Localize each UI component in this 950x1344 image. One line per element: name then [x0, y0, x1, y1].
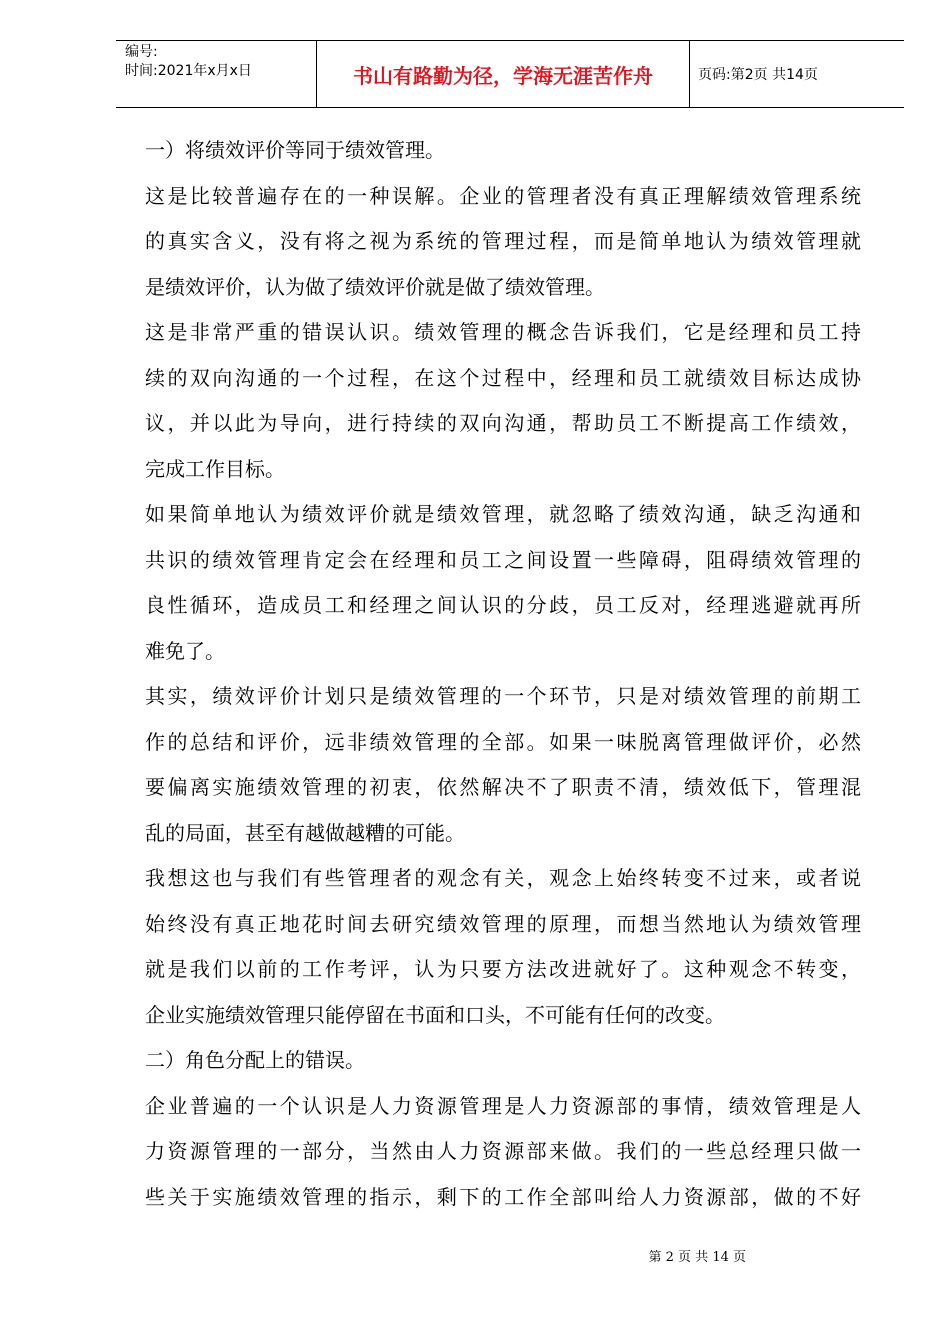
text-line: 是绩效评价，认为做了绩效评价就是做了绩效管理。 — [145, 274, 605, 299]
text-line: 企业普遍的一个认识是人力资源管理是人力资源部的事情，绩效管理是人 — [145, 1093, 861, 1118]
text-line: 力资源管理的一部分，当然由人力资源部来做。我们的一些总经理只做一 — [145, 1139, 861, 1163]
text-line: 一）将绩效评价等同于绩效管理。 — [145, 138, 445, 162]
text-line: 这是比较普遍存在的一种误解。企业的管理者没有真正理解绩效管理系统 — [145, 183, 861, 208]
text-line: 就是我们以前的工作考评，认为只要方法改进就好了。这种观念不转变， — [145, 957, 861, 981]
text-line: 乱的局面，甚至有越做越糟的可能。 — [145, 820, 465, 845]
text-line: 始终没有真正地花时间去研究绩效管理的原理，而想当然地认为绩效管理 — [145, 911, 861, 936]
text-line: 我想这也与我们有些管理者的观念有关，观念上始终转变不过来，或者说 — [145, 866, 861, 890]
text-line: 续的双向沟通的一个过程，在这个过程中，经理和员工就绩效目标达成协 — [145, 365, 861, 390]
code-label: 编号: — [125, 44, 158, 60]
footer-page-number: 第 2 页 共 14 页 — [648, 1250, 746, 1265]
header-page-label: 页码:第2页 共14页 — [698, 67, 818, 83]
text-line: 议，并以此为导向，进行持续的双向沟通，帮助员工不断提高工作绩效， — [145, 411, 861, 435]
text-line: 要偏离实施绩效管理的初衷，依然解决不了职责不清，绩效低下，管理混 — [145, 775, 861, 799]
time-label: 时间:2021年x月x日 — [125, 63, 252, 79]
header-motto: 书山有路勤为径，学海无涯苦作舟 — [316, 41, 690, 107]
text-line: 良性循环，造成员工和经理之间认识的分歧，员工反对，经理逃避就再所 — [145, 593, 861, 617]
text-line: 如果简单地认为绩效评价就是绩效管理，就忽略了绩效沟通，缺乏沟通和 — [145, 502, 861, 526]
page-footer — [0, 1246, 950, 1265]
text-line: 这是非常严重的错误认识。绩效管理的概念告诉我们，它是经理和员工持 — [145, 320, 861, 344]
text-line: 共识的绩效管理肯定会在经理和员工之间设置一些障碍，阻碍绩效管理的 — [145, 547, 861, 572]
text-line: 其实，绩效评价计划只是绩效管理的一个环节，只是对绩效管理的前期工 — [145, 684, 861, 708]
text-line: 些关于实施绩效管理的指示，剩下的工作全部叫给人力资源部，做的不好 — [145, 1184, 861, 1209]
text-line: 作的总结和评价，远非绩效管理的全部。如果一味脱离管理做评价，必然 — [145, 729, 861, 754]
text-line: 二）角色分配上的错误。 — [145, 1048, 365, 1072]
text-line: 企业实施绩效管理只能停留在书面和口头，不可能有任何的改变。 — [145, 1002, 725, 1027]
text-line: 的真实含义，没有将之视为系统的管理过程，而是简单地认为绩效管理就 — [145, 229, 861, 253]
page-header — [116, 40, 904, 108]
document-body — [145, 128, 861, 1220]
header-meta — [116, 41, 316, 107]
text-line: 难免了。 — [145, 638, 225, 663]
text-line: 完成工作目标。 — [145, 456, 285, 481]
